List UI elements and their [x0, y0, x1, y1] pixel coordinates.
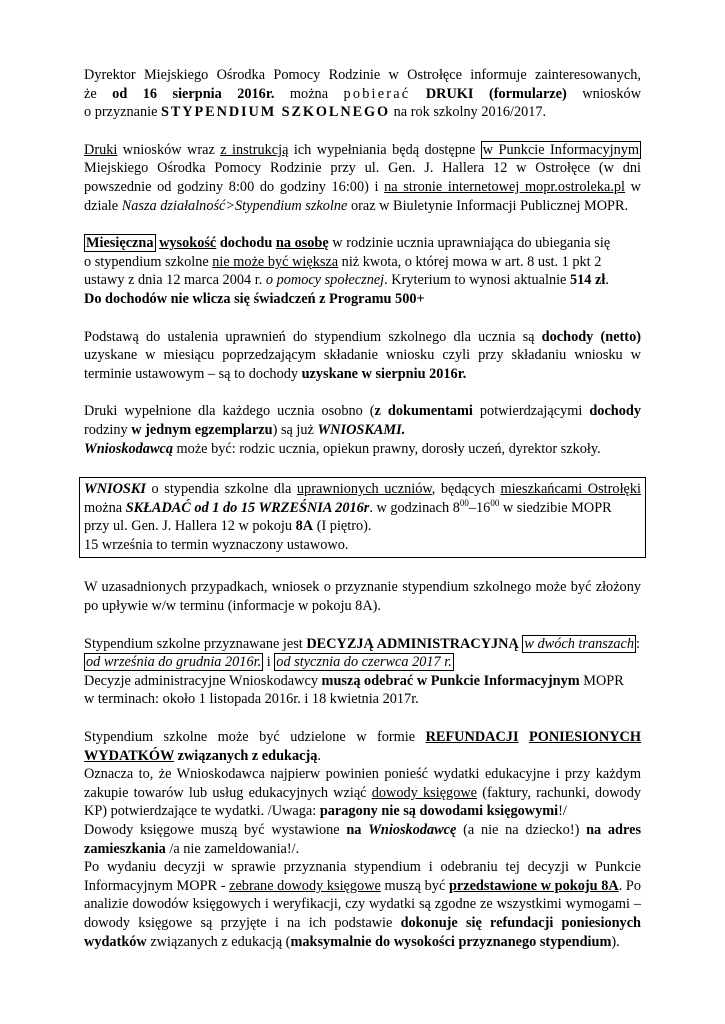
decyzja-line-3: Decyzje administracyjne Wnioskodawcy muszą odebrać w Punkcie Informacyjnym MOPR: [84, 672, 624, 689]
refundacja-body-1: Oznacza to, że Wnioskodawca najpierw powinien ponieść wydatki edukacyjne i przy każdym zakupie towarów lub usług edukacyjnych wziąć dowody księgowe (faktury, rachunki, dowody KP) potwierdzające te wydatki. /Uwaga: paragony nie są dowodami księgowymi!/: [84, 766, 642, 820]
intro-paragraph: [84, 66, 641, 122]
stypendium-szkolnego-heading: STYPENDIUM SZKOLNEGO: [161, 104, 391, 121]
intro-line-3: o przyznanie STYPENDIUM SZKOLNEGO na rok szkolny 2016/2017.: [84, 104, 547, 121]
podstawa-paragraph: Podstawą do ustalenia uprawnień do stypendium szkolnego dla ucznia są dochody (netto) uzyskane w miesiącu poprzedzającym składanie wniosku czyli przy składaniu wniosku w terminie ustawowym – są to dochody uzyskane w sierpniu 2016r.: [84, 328, 641, 382]
pobierac-word: pobierać: [343, 85, 411, 102]
dochod-line-2: o stypendium szkolne nie może być większa niż kwota, o której mowa w art. 8 ust. 1 pkt 2: [84, 253, 602, 270]
dochod-paragraph: [84, 234, 641, 308]
dochod-line-4: Do dochodów nie wlicza się świadczeń z Programu 500+: [84, 290, 425, 307]
dochod-line-1: Miesięczna wysokość dochodu na osobę w rodzinie ucznia uprawniająca do ubiegania się: [86, 235, 611, 252]
wnioski-line-1: WNIOSKI o stypendia szkolne dla uprawnionych uczniów, będących mieszkańcami Ostrołęki: [84, 481, 642, 498]
website-link[interactable]: na stronie internetowej mopr.ostroleka.pl: [384, 178, 626, 195]
wnioski-box: [79, 477, 646, 558]
uzasadnione-paragraph: W uzasadnionych przypadkach, wniosek o przyznanie stypendium szkolnego może być złożony po upływie w/w terminu (informacje w pokoju 8A).: [84, 579, 641, 615]
druki-paragraph: Druki wniosków wraz z instrukcją ich wypełniania będą dostępne w Punkcie Informacyjnym Miejskiego Ośrodka Pomocy Rodzinie przy ul. Gen. J. Hallera 12 w Ostrołęce (w dni powszednie od godziny 8:00 do godziny 16:00) i na stronie internetowej mopr.ostroleka.pl w dziale Nasza działalność>Stypendium szkolne oraz w Biuletynie Informacji Publicznej MOPR.: [84, 141, 642, 214]
punkt-informacyjny-box: w Punkcie Informacyjnym: [482, 141, 639, 158]
decyzja-paragraph: [84, 635, 641, 709]
wypelnione-paragraph: [84, 402, 641, 458]
wypelnione-line-1: Druki wypełnione dla każdego ucznia osobno (z dokumentami potwierdzającymi dochody: [84, 403, 641, 420]
wnioski-line-2: można SKŁADAĆ od 1 do 15 WRZEŚNIA 2016r. w godzinach $8^{00}-16^{00}$ w siedzibie MOPR: [84, 497, 612, 516]
decyzja-line-1: Stypendium szkolne przyznawane jest DECYZJĄ ADMINISTRACYJNĄ w dwóch transzach :: [84, 635, 641, 652]
deadline-dates: SKŁADAĆ od 1 do 15 WRZEŚNIA 2016r: [125, 499, 370, 516]
dochod-line-3: ustawy z dnia 12 marca 2004 r. o pomocy społecznej. Kryterium to wynosi aktualnie 514 zł.: [84, 272, 609, 289]
intro-line-2: że od 16 sierpnia 2016r. można pobierać DRUKI (formularze) wniosków: [84, 85, 642, 102]
wypelnione-line-2: rodziny w jednym egzemplarzu) są już WNIOSKAMI.: [84, 421, 406, 438]
intro-line-1: Dyrektor Miejskiego Ośrodka Pomocy Rodzinie w Ostrołęce informuje zainteresowanych,: [84, 67, 641, 83]
refundacja-line-2: WYDATKÓW związanych z edukacją.: [84, 747, 321, 764]
refundacja-paragraph: [84, 728, 641, 951]
wnioski-line-3: przy ul. Gen. J. Hallera 12 w pokoju 8A (I piętro).: [84, 518, 372, 535]
druki-formularze: DRUKI (formularze): [425, 85, 567, 102]
decyzja-line-4: w terminach: około 1 listopada 2016r. i 18 kwietnia 2017r.: [84, 691, 419, 708]
decyzja-line-2: od września do grudnia 2016r. i od stycznia do czerwca 2017 r.: [86, 654, 452, 671]
refundacja-line-1: Stypendium szkolne może być udzielone w formie REFUNDACJI PONIESIONYCH: [84, 729, 641, 746]
criterion-amount: 514 zł: [569, 272, 606, 289]
refundacja-body-2: Dowody księgowe muszą być wystawione na Wnioskodawcę (a nie na dziecko!) na adres zamieszkania /a nie zameldowania!/.: [84, 822, 642, 857]
start-date: od 16 sierpnia 2016r.: [112, 85, 275, 102]
wypelnione-line-3: Wnioskodawcą może być: rodzic ucznia, opiekun prawny, dorosły uczeń, dyrektor szkoły.: [84, 440, 601, 457]
wnioski-line-4: 15 września to termin wyznaczony ustawowo.: [84, 536, 349, 553]
refundacja-body-3: Po wydaniu decyzji w sprawie przyznania stypendium i odebraniu tej decyzji w Punkcie Informacyjnym MOPR - zebrane dowody księgowe muszą być przedstawione w pokoju 8A. Po analizie dowodów księgowych i weryfikacji, czy wydatki są zgodne ze wszystkimi wymogami – dowody księgowe są przyjęte i na ich podstawie dokonuje się refundacji poniesionych wydatków związanych z edukacją (maksymalnie do wysokości przyznanego stypendium).: [84, 859, 642, 950]
